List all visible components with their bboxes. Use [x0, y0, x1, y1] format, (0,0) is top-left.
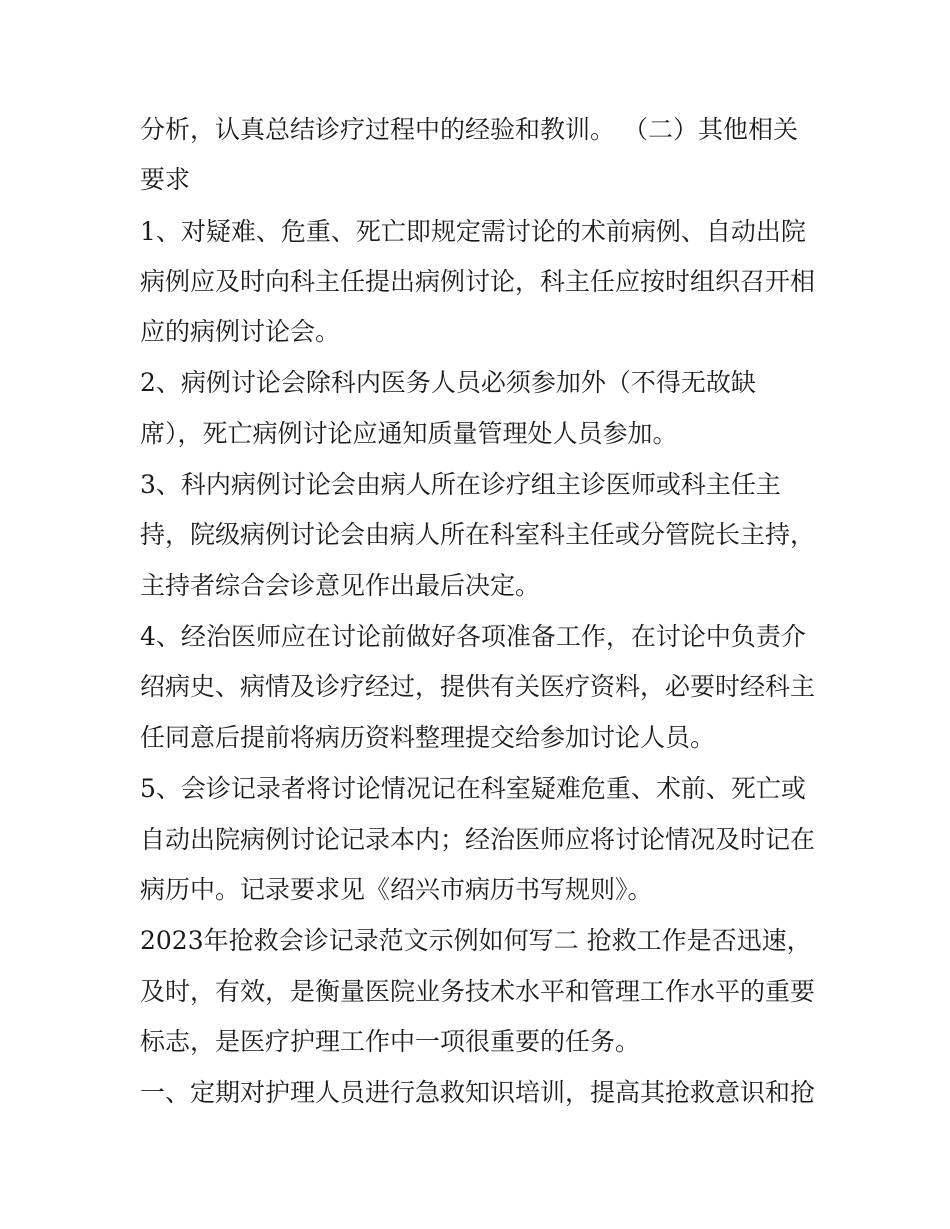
text-line: 席），死亡病例讨论应通知质量管理处人员参加。 — [140, 419, 678, 448]
text-line: 应的病例讨论会。 — [140, 317, 341, 346]
text-line: 5、会诊记录者将讨论情况记在科室疑难危重、术前、死亡或 — [140, 774, 806, 803]
text-line: 任同意后提前将病历资料整理提交给参加讨论人员。 — [140, 723, 716, 752]
text-line: 分析，认真总结诊疗过程中的经验和教训。 （二）其他相关 — [140, 115, 798, 144]
text-line: 标志，是医疗护理工作中一项很重要的任务。 — [140, 1027, 641, 1056]
text-line: 病例应及时向科主任提出病例讨论，科主任应按时组织召开相 — [140, 267, 816, 296]
text-line: 2023年抢救会诊记录范文示例如何写二 抢救工作是否迅速， — [140, 926, 812, 955]
text-line: 持，院级病例讨论会由病人所在科室科主任或分管院长主持， — [140, 520, 816, 549]
text-line: 病历中。记录要求见《绍兴市病历书写规则》。 — [140, 875, 653, 904]
text-line: 及时，有效，是衡量医院业务技术水平和管理工作水平的重要 — [140, 977, 816, 1006]
text-line: 1、对疑难、危重、死亡即规定需讨论的术前病例、自动出院 — [140, 217, 806, 246]
text-line: 自动出院病例讨论记录本内；经治医师应将讨论情况及时记在 — [140, 825, 816, 854]
text-line: 绍病史、病情及诊疗经过，提供有关医疗资料，必要时经科主 — [140, 672, 816, 701]
text-line: 4、经治医师应在讨论前做好各项准备工作，在讨论中负责介 — [140, 622, 806, 651]
text-line: 3、科内病例讨论会由病人所在诊疗组主诊医师或科主任主 — [140, 470, 781, 499]
text-line: 2、病例讨论会除科内医务人员必须参加外（不得无故缺 — [140, 368, 756, 397]
text-line: 主持者综合会诊意见作出最后决定。 — [140, 571, 541, 600]
text-line: 一、定期对护理人员进行急救知识培训，提高其抢救意识和抢 — [140, 1078, 816, 1107]
text-line: 要求 — [140, 165, 191, 194]
